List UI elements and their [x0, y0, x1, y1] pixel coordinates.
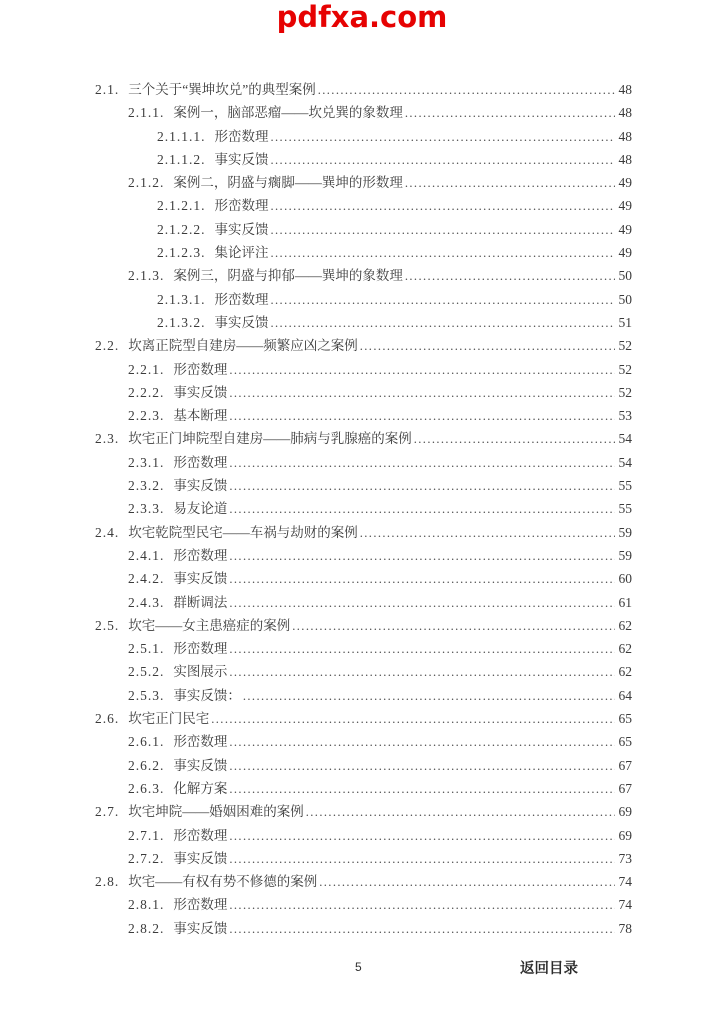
toc-entry-title: 事实反馈	[173, 384, 228, 400]
toc-entry-title: 案例一，脑部恶瘤——坎兑巽的象数理	[173, 105, 403, 121]
toc-leader-dots	[271, 129, 616, 145]
toc-entry-page: 69	[618, 827, 632, 843]
toc-leader-dots	[229, 548, 615, 564]
toc-entry[interactable]	[95, 777, 632, 800]
toc-entry[interactable]	[95, 101, 632, 124]
toc-entry[interactable]	[95, 381, 632, 404]
toc-leader-dots	[229, 408, 615, 424]
toc-leader-dots	[318, 82, 615, 98]
toc-entry[interactable]	[95, 474, 632, 497]
toc-leader-dots	[229, 921, 615, 937]
toc-entry-page: 53	[618, 408, 632, 424]
toc-entry[interactable]	[95, 404, 632, 427]
page-footer	[0, 957, 724, 981]
toc-entry-page: 52	[618, 338, 632, 354]
toc-entry-number: 2.3.	[95, 431, 120, 447]
toc-entry-number: 2.1.2.2.	[157, 221, 206, 237]
toc-entry-number: 2.7.2.	[128, 850, 165, 866]
toc-entry[interactable]	[95, 730, 632, 753]
toc-entry-number: 2.4.2.	[128, 571, 165, 587]
toc-leader-dots	[229, 595, 615, 611]
toc-entry-title: 坎宅——女主患癌症的案例	[128, 617, 291, 633]
toc-leader-dots	[271, 152, 616, 168]
toc-entry-page: 61	[618, 594, 632, 610]
toc-entry-page: 73	[618, 850, 632, 866]
toc-entry-number: 2.7.	[95, 804, 120, 820]
toc-entry-page: 49	[618, 175, 632, 191]
toc-leader-dots	[229, 571, 615, 587]
toc-entry-title: 形峦数理	[173, 734, 228, 750]
toc-entry-page: 60	[618, 571, 632, 587]
toc-entry-title: 形峦数理	[173, 361, 228, 377]
toc-entry[interactable]	[95, 311, 632, 334]
toc-entry-title: 三个关于“巽坤坎兑”的典型案例	[128, 82, 316, 97]
toc-entry[interactable]	[95, 171, 632, 194]
toc-entry-number: 2.1.2.	[128, 175, 165, 191]
toc-entry[interactable]	[95, 334, 632, 357]
toc-entry-title: 形峦数理	[173, 641, 228, 657]
toc-entry-page: 49	[618, 221, 632, 237]
toc-entry-number: 2.1.1.1.	[157, 128, 206, 144]
toc-entry[interactable]	[95, 893, 632, 916]
toc-entry[interactable]	[95, 125, 632, 148]
toc-entry-number: 2.1.3.2.	[157, 314, 206, 330]
toc-entry[interactable]	[95, 637, 632, 660]
toc-leader-dots	[229, 781, 615, 797]
toc-entry-title: 事实反馈：	[173, 687, 241, 703]
toc-entry-page: 59	[618, 524, 632, 540]
toc-entry-number: 2.1.2.3.	[157, 245, 206, 261]
toc-entry-number: 2.2.1.	[128, 361, 165, 377]
toc-entry-number: 2.6.3.	[128, 780, 165, 796]
toc-entry[interactable]	[95, 264, 632, 287]
toc-entry[interactable]	[95, 288, 632, 311]
toc-leader-dots	[271, 315, 616, 331]
toc-entry[interactable]	[95, 684, 632, 707]
toc-entry[interactable]	[95, 660, 632, 683]
toc-entry-title: 坎宅乾院型民宅——车祸与劫财的案例	[128, 524, 358, 540]
page-number: 5	[355, 960, 362, 974]
toc-entry-page: 59	[618, 547, 632, 563]
toc-entry[interactable]	[95, 824, 632, 847]
toc-entry-page: 50	[618, 291, 632, 307]
back-to-toc-link[interactable]: 返回目录	[520, 961, 578, 977]
toc-entry-page: 65	[618, 734, 632, 750]
toc-entry-number: 2.3.2.	[128, 478, 165, 494]
toc-entry-page: 51	[618, 314, 632, 330]
toc-entry-title: 案例二，阴盛与瘸脚——巽坤的形数理	[173, 175, 403, 191]
toc-entry-page: 64	[618, 687, 632, 703]
toc-entry[interactable]	[95, 870, 632, 893]
toc-entry-title: 易友论道	[173, 501, 228, 517]
toc-entry[interactable]	[95, 358, 632, 381]
toc-leader-dots	[405, 175, 615, 191]
toc-entry-page: 55	[618, 501, 632, 517]
toc-entry-page: 49	[618, 245, 632, 261]
toc-entry[interactable]	[95, 614, 632, 637]
toc-entry-title: 实图展示	[173, 664, 228, 680]
toc-entry-page: 52	[618, 384, 632, 400]
toc-entry-number: 2.3.3.	[128, 501, 165, 517]
toc-entry[interactable]	[95, 754, 632, 777]
toc-entry-title: 集论评注	[214, 245, 269, 261]
toc-leader-dots	[405, 105, 615, 121]
toc-entry-number: 2.1.3.1.	[157, 291, 206, 307]
toc-entry-number: 2.8.1.	[128, 897, 165, 913]
toc-entry-page: 50	[618, 268, 632, 284]
toc-entry-number: 2.1.3.	[128, 268, 165, 284]
toc-entry-number: 2.5.	[95, 617, 120, 633]
toc-leader-dots	[229, 455, 615, 471]
toc-entry-title: 化解方案	[173, 780, 228, 796]
toc-leader-dots	[271, 222, 616, 238]
toc-leader-dots	[229, 828, 615, 844]
toc-leader-dots	[229, 897, 615, 913]
toc-entry-title: 事实反馈	[214, 221, 269, 237]
toc-entry-title: 形峦数理	[173, 897, 228, 913]
toc-entry-title: 案例三，阴盛与抑郁——巽坤的象数理	[173, 268, 403, 284]
toc-entry-number: 2.8.2.	[128, 920, 165, 936]
toc-leader-dots	[211, 711, 615, 727]
toc-entry-page: 78	[618, 920, 632, 936]
toc-leader-dots	[229, 758, 615, 774]
toc-leader-dots	[243, 688, 615, 704]
toc-entry[interactable]	[95, 148, 632, 171]
toc-entry-page: 48	[618, 128, 632, 144]
toc-leader-dots	[229, 641, 615, 657]
toc-entry-page: 65	[618, 711, 632, 727]
toc-entry-number: 2.1.1.	[128, 105, 165, 121]
toc-entry-page: 69	[618, 804, 632, 820]
toc-entry-number: 2.1.2.1.	[157, 198, 206, 214]
toc-entry-page: 48	[618, 105, 632, 121]
toc-entry-page: 48	[618, 151, 632, 167]
toc-leader-dots	[229, 664, 615, 680]
toc-leader-dots	[229, 501, 615, 517]
toc-leader-dots	[271, 245, 616, 261]
toc-entry-number: 2.7.1.	[128, 827, 165, 843]
toc-entry-page: 67	[618, 757, 632, 773]
toc-leader-dots	[319, 874, 615, 890]
watermark-site-link[interactable]: pdfxa.com	[276, 0, 448, 34]
toc-leader-dots	[229, 734, 615, 750]
toc-leader-dots	[360, 338, 615, 354]
toc-entry[interactable]	[95, 218, 632, 241]
toc-list	[95, 78, 632, 940]
toc-entry-number: 2.5.2.	[128, 664, 165, 680]
toc-entry-title: 形峦数理	[173, 454, 228, 470]
toc-entry-title: 事实反馈	[173, 478, 228, 494]
toc-entry-title: 事实反馈	[214, 314, 269, 330]
toc-entry[interactable]	[95, 78, 632, 101]
toc-entry-title: 坎宅正门民宅	[128, 711, 210, 727]
toc-leader-dots	[414, 431, 615, 447]
toc-entry[interactable]	[95, 241, 632, 264]
toc-entry-page: 62	[618, 617, 632, 633]
toc-entry-title: 形峦数理	[214, 128, 269, 144]
toc-entry-number: 2.3.1.	[128, 454, 165, 470]
toc-entry-number: 2.2.3.	[128, 408, 165, 424]
toc-leader-dots	[360, 525, 615, 541]
toc-entry-number: 2.4.1.	[128, 547, 165, 563]
toc-entry-page: 55	[618, 478, 632, 494]
toc-entry-number: 2.4.3.	[128, 594, 165, 610]
toc-entry-title: 事实反馈	[173, 757, 228, 773]
toc-entry-page: 74	[618, 897, 632, 913]
toc-entry-number: 2.4.	[95, 524, 120, 540]
toc-entry[interactable]	[95, 451, 632, 474]
toc-entry-number: 2.5.1.	[128, 641, 165, 657]
toc-entry[interactable]	[95, 847, 632, 870]
toc-entry-page: 62	[618, 664, 632, 680]
toc-leader-dots	[229, 385, 615, 401]
toc-entry-page: 74	[618, 874, 632, 890]
toc-entry-title: 形峦数理	[214, 198, 269, 214]
toc-entry-title: 群断调法	[173, 594, 228, 610]
toc-entry-title: 坎离正院型自建房——频繁应凶之案例	[128, 338, 358, 354]
toc-entry-page: 54	[618, 431, 632, 447]
toc-entry[interactable]	[95, 591, 632, 614]
toc-leader-dots	[405, 268, 615, 284]
toc-entry[interactable]	[95, 707, 632, 730]
toc-entry-title: 形峦数理	[173, 547, 228, 563]
toc-entry-page: 67	[618, 780, 632, 796]
toc-entry-title: 事实反馈	[173, 920, 228, 936]
toc-leader-dots	[306, 804, 615, 820]
toc-leader-dots	[292, 618, 615, 634]
toc-entry[interactable]	[95, 521, 632, 544]
toc-entry-number: 2.8.	[95, 874, 120, 890]
toc-entry-page: 48	[618, 82, 632, 97]
toc-entry[interactable]	[95, 567, 632, 590]
toc-entry-number: 2.5.3.	[128, 687, 165, 703]
toc-entry-number: 2.2.	[95, 338, 120, 354]
toc-entry-number: 2.6.	[95, 711, 120, 727]
toc-entry-page: 54	[618, 454, 632, 470]
toc-entry-number: 2.6.1.	[128, 734, 165, 750]
toc-entry-number: 2.1.1.2.	[157, 151, 206, 167]
toc-leader-dots	[229, 851, 615, 867]
toc-entry-number: 2.2.2.	[128, 384, 165, 400]
toc-entry[interactable]	[95, 917, 632, 940]
toc-entry-title: 事实反馈	[173, 850, 228, 866]
toc-leader-dots	[229, 478, 615, 494]
toc-entry-title: 坎宅——有权有势不修德的案例	[128, 874, 318, 890]
toc-entry[interactable]	[95, 544, 632, 567]
toc-entry-title: 坎宅正门坤院型自建房——肺病与乳腺癌的案例	[128, 431, 412, 447]
toc-entry-title: 基本断理	[173, 408, 228, 424]
toc-entry-page: 52	[618, 361, 632, 377]
toc-entry-page: 62	[618, 641, 632, 657]
toc-entry[interactable]	[95, 194, 632, 217]
toc-entry-number: 2.6.2.	[128, 757, 165, 773]
toc-leader-dots	[271, 292, 616, 308]
toc-entry-number: 2.1.	[95, 82, 120, 97]
toc-entry-title: 坎宅坤院——婚姻困难的案例	[128, 804, 304, 820]
toc-entry[interactable]	[95, 497, 632, 520]
toc-entry-title: 事实反馈	[173, 571, 228, 587]
toc-entry-title: 形峦数理	[173, 827, 228, 843]
toc-entry-page: 49	[618, 198, 632, 214]
toc-entry[interactable]	[95, 800, 632, 823]
toc-entry-title: 事实反馈	[214, 151, 269, 167]
toc-leader-dots	[229, 362, 615, 378]
toc-leader-dots	[271, 198, 616, 214]
toc-entry[interactable]	[95, 427, 632, 450]
toc-entry-title: 形峦数理	[214, 291, 269, 307]
